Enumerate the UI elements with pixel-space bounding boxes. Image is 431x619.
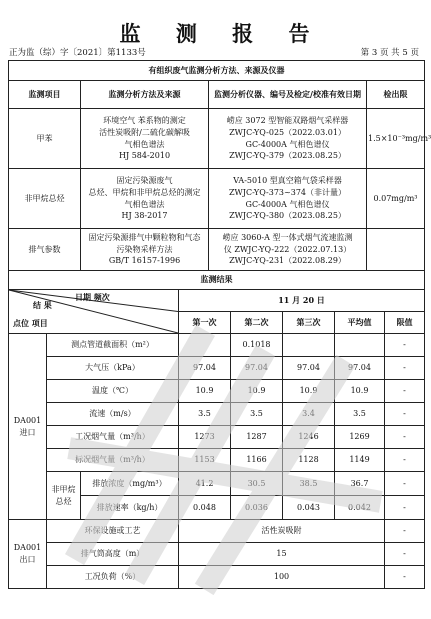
cell: - — [385, 520, 425, 543]
cell: 0.048 — [179, 496, 231, 520]
table-row — [9, 472, 425, 496]
cell: 100 — [179, 566, 385, 589]
diag-date-label: 日期 频次 — [75, 292, 110, 302]
cell: - — [385, 357, 425, 380]
cell: 10.9 — [335, 380, 385, 403]
header-limit: 检出限 — [367, 81, 425, 109]
cell: 3.5 — [231, 403, 283, 426]
row-label: 排放浓度（mg/m³） — [81, 472, 179, 496]
col-limit: 限值 — [385, 312, 425, 334]
cell: 1246 — [283, 426, 335, 449]
document-number: 正为监（综）字〔2021〕第1133号 — [9, 48, 146, 58]
results-table — [8, 270, 425, 589]
cell: 0.043 — [283, 496, 335, 520]
cell: - — [385, 496, 425, 520]
cell: - — [385, 403, 425, 426]
cell: 10.9 — [231, 380, 283, 403]
row-label: 工况负荷（%） — [47, 566, 179, 589]
method-text: 固定污染源排气中颗粒物和气态 污染物采样方法 GB/T 16157-1996 — [81, 229, 209, 271]
table-row — [9, 520, 425, 543]
row-label: 环保设施或工艺 — [47, 520, 179, 543]
cell: 30.5 — [231, 472, 283, 496]
cell: 3.5 — [335, 403, 385, 426]
cell: 38.5 — [283, 472, 335, 496]
nmhc-label: 非甲烷总烃 — [47, 472, 81, 520]
cell: 1269 — [335, 426, 385, 449]
table-row — [9, 543, 425, 566]
cell: 3.4 — [283, 403, 335, 426]
detection-limit — [367, 229, 425, 271]
cell: - — [385, 566, 425, 589]
cell: 1273 — [179, 426, 231, 449]
cell: 1149 — [335, 449, 385, 472]
cell: 3.5 — [179, 403, 231, 426]
cell: 97.04 — [231, 357, 283, 380]
cell: 0.036 — [231, 496, 283, 520]
results-table-title: 监测结果 — [9, 271, 425, 290]
table-row — [9, 109, 425, 169]
header-instrument: 监测分析仪器、编号及检定/校准有效日期 — [209, 81, 367, 109]
cell: - — [385, 334, 425, 357]
diag-point-label: 点位 项目 — [13, 318, 48, 329]
instrument-text: 崂应 3060-A 型一体式烟气流速监测 仪 ZWJC-YQ-222（2022.07.13） ZWJC-YQ-231（2022.08.29） — [209, 229, 367, 271]
diag-result-label: 结 果 — [33, 300, 52, 310]
col-average: 平均值 — [335, 312, 385, 334]
table-row — [9, 169, 425, 229]
cell: - — [385, 472, 425, 496]
cell: 97.04 — [335, 357, 385, 380]
table-row — [9, 229, 425, 271]
cell — [335, 334, 385, 357]
item-name: 排气参数 — [9, 229, 81, 271]
method-text: 固定污染源废气 总烃、甲烷和非甲烷总烃的测定 气相色谱法 HJ 38-2017 — [81, 169, 209, 229]
instrument-text: 崂应 3072 型智能双路烟气采样器 ZWJC-YQ-025（2022.03.01） GC-4000A 气相色谱仪 ZWJC-YQ-379（2023.08.25） — [209, 109, 367, 169]
row-label: 标况烟气量（m³/h） — [47, 449, 179, 472]
diagonal-header-cell — [9, 290, 179, 334]
col-second: 第二次 — [231, 312, 283, 334]
row-label: 大气压（kPa） — [47, 357, 179, 380]
col-third: 第三次 — [283, 312, 335, 334]
instrument-text: VA-5010 型真空箱气袋采样器 ZWJC-YQ-373~374（非计量） GC-4000A 气相色谱仪 ZWJC-YQ-380（2023.08.25） — [209, 169, 367, 229]
table-row — [9, 380, 425, 403]
table-row — [9, 449, 425, 472]
item-name: 非甲烷总烃 — [9, 169, 81, 229]
cell: 活性炭吸附 — [179, 520, 385, 543]
cell: 1153 — [179, 449, 231, 472]
table-row — [9, 426, 425, 449]
methods-table-title: 有组织废气监测分析方法、来源及仪器 — [9, 61, 425, 81]
cell: - — [385, 543, 425, 566]
methods-table — [8, 60, 431, 271]
point-inlet: DA001进口 — [9, 334, 47, 520]
table-row — [9, 357, 425, 380]
cell: 41.2 — [179, 472, 231, 496]
row-label: 排气筒高度（m） — [47, 543, 179, 566]
cell: 97.04 — [179, 357, 231, 380]
row-label: 测点管道截面积（m²） — [47, 334, 179, 357]
cell: 0.1018 — [231, 334, 283, 357]
table-row — [9, 566, 425, 589]
cell: 1287 — [231, 426, 283, 449]
detection-limit: 1.5×10⁻³mg/m³ — [367, 109, 425, 169]
cell: 15 — [179, 543, 385, 566]
cell — [283, 334, 335, 357]
row-label: 工况烟气量（m³/h） — [47, 426, 179, 449]
cell: 1128 — [283, 449, 335, 472]
page-info: 第 3 页 共 5 页 — [360, 48, 419, 58]
table-row — [9, 334, 425, 357]
cell: - — [385, 380, 425, 403]
detection-limit: 0.07mg/m³ — [367, 169, 425, 229]
col-first: 第一次 — [179, 312, 231, 334]
row-label: 排放速率（kg/h） — [81, 496, 179, 520]
header-method: 监测分析方法及来源 — [81, 81, 209, 109]
row-label: 流速（m/s） — [47, 403, 179, 426]
row-label: 温度（℃） — [47, 380, 179, 403]
cell: 97.04 — [283, 357, 335, 380]
cell: 10.9 — [179, 380, 231, 403]
cell: - — [385, 449, 425, 472]
cell: - — [385, 426, 425, 449]
item-name: 甲苯 — [9, 109, 81, 169]
method-text: 环境空气 苯系物的测定 活性炭吸附/二硫化碳解吸 气相色谱法 HJ 584-2010 — [81, 109, 209, 169]
cell: 36.7 — [335, 472, 385, 496]
cell — [179, 334, 231, 357]
cell: 1166 — [231, 449, 283, 472]
point-outlet: DA001出口 — [9, 520, 47, 589]
cell: 0.042 — [335, 496, 385, 520]
report-title: 监 测 报 告 — [119, 21, 324, 46]
header-item: 监测项目 — [9, 81, 81, 109]
cell: 10.9 — [283, 380, 335, 403]
table-row — [9, 403, 425, 426]
date-header: 11 月 20 日 — [179, 290, 425, 312]
